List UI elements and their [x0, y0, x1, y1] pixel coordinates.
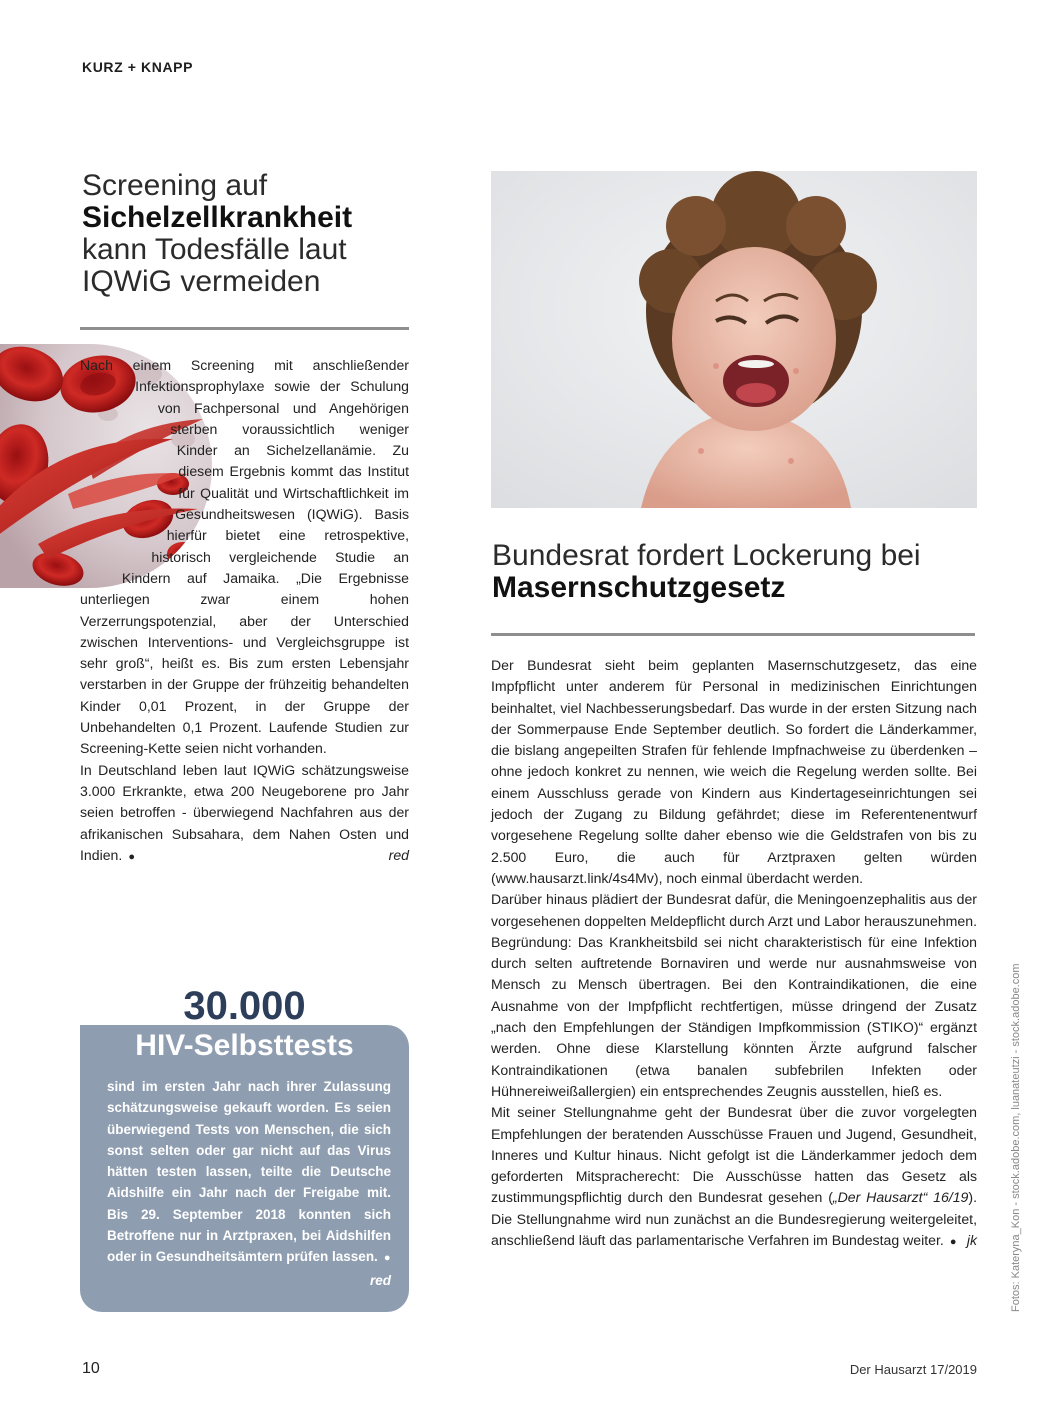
article1-headline-bold: Sichelzellkrankheit: [82, 201, 353, 234]
article2-citation: „Der Hausarzt“ 16/19: [832, 1189, 969, 1206]
article1-body: [80, 355, 409, 868]
article1-paragraph-1: Nach einem Screening mit anschließender Infektionsprophylaxe sowie der Schulung von Fachpersonal und Angehörigen sterben voraussichtlich weniger Kinder an Sichelzellanämie. Zu diesem Ergebnis kommt das Institut für Qualität und Wirtschaftlichkeit im Gesundheitswesen (IQWiG). Basis hierfür bietet eine retrospektive, historisch vergleichende Studie an Kindern auf Jamaika. „Die Ergebnisse unterliegen zwar einem hohen Verzerrungspotenzial, aber der Unterschied zwischen Interventions- und Vergleichsgruppe ist sehr groß“, heißt es. Bis zum ersten Lebensjahr verstarben in der Gruppe der frühzeitig behandelten Kinder 0,01 Prozent, in der Gruppe der Unbehandelten 0,1 Prozent. Laufende Studien zur Screening-Kette seien nicht vorhanden.: [80, 357, 409, 757]
article2-paragraph-1: Der Bundesrat sieht beim geplanten Masernschutzgesetz, das eine Impfpflicht unter anderem für Personal in medizinischen Einrichtungen beinhaltet, viel Nachbesserungsbedarf. Das wurde in der ersten Sitzung nach der Sommerpause Ende September deutlich. So fordert die Länderkammer, die bislang angepeilten Strafen für fehlende Impfnachweise zu überdenken – ohne jedoch konkret zu nennen, wie weich die Regelung werden sollte. Bei einem Ausschluss gerade von Kindern aus Kindertageseinrichtungen sei jedoch der Zugang zu Bildung gefährdet; diese im Referentenentwurf vorgesehene Regelung sollte daher ebenso wie die Geldstrafen von bis zu 2.500 Euro, die auch für Arztpraxen gelten würden (www.hausarzt.link/4s4Mv), noch einmal überdacht werden.: [491, 657, 977, 886]
stat-signature: red: [369, 1272, 391, 1288]
end-mark: ●: [383, 1252, 391, 1265]
section-label: KURZ + KNAPP: [82, 59, 194, 75]
end-mark: ●: [128, 850, 135, 863]
article1-headline: [82, 170, 412, 298]
article1-paragraph-2-text: In Deutschland leben laut IQWiG schätzungsweise 3.000 Erkrankte, etwa 200 Neugeborene pro Jahr seien betroffen - überwiegend Nachfahren aus der afrikanischen Subsahara, dem Nahen Osten und Indien.: [80, 761, 409, 863]
article1-paragraph-2: [80, 760, 409, 868]
page-number: 10: [82, 1360, 100, 1377]
article2-paragraph-2: Darüber hinaus plädiert der Bundesrat dafür, die Meningoenzephalitis aus der vorgesehenen doppelten Meldepflicht durch Arzt und Labor herauszunehmen. Begründung: Das Krankheitsbild sei nicht charakteristisch für eine Infektion durch selten auftretende Bornaviren und werde nur ausnahmsweise von Mensch zu Mensch übertragen. Bei den Kontraindikationen, die eine Ausnahme von der Impfpflicht rechtfertigen, müsse dringend der Zusatz „nach den Empfehlungen der Ständigen Impfkommission (STIKO)“ ergänzt werden. Ohne diese Klarstellung könnten Ärzte aufgrund falscher Kontraindikationen (etwa banalen subfebrilen Infekten oder Hühnereiweißallergien) ein entsprechendes Zeugnis ausstellen, hieß es.: [491, 891, 977, 1099]
article2-paragraph-3: [491, 1102, 977, 1253]
crying-child-photo: [491, 171, 977, 508]
stat-text: [107, 1076, 391, 1291]
article2-headline: [492, 540, 972, 604]
article2-headline-bold: Masernschutzgesetz: [492, 571, 786, 604]
photo-credit: Fotos: Kateryna_Kon - stock.adobe.com, luanateutzi - stock.adobe.com: [1010, 963, 1022, 1312]
journal-issue: Der Hausarzt 17/2019: [849, 1362, 977, 1377]
article2-rule: [491, 633, 975, 636]
end-mark: ●: [949, 1236, 957, 1249]
article1-signature: red: [388, 846, 409, 863]
article2-paragraph-3-b: ). Die Stellungnahme wird nun zunächst an die Bundesregierung weitergeleitet, anschließend läuft das parlamentarische Verfahren im Bundestag weiter.: [491, 1189, 977, 1249]
article2-body: [491, 655, 977, 1253]
article1-headline-pre: Screening auf: [82, 169, 268, 202]
article1-rule: [80, 327, 409, 330]
stat-text-body: sind im ersten Jahr nach ihrer Zulassung schätzungsweise gekauft worden. Es seien überwiegend Tests von Menschen, die sich sonst selten oder gar nicht auf das Virus hätten testen lassen, teilte die Deutsche Aidshilfe ein Jahr nach der Freigabe mit. Bis 29. September 2018 konnten sich Betroffene nur in Arztpraxen, bei Aidshilfen oder in Gesundheitsämtern prüfen lassen.: [107, 1079, 391, 1265]
article2-headline-pre: Bundesrat fordert Lockerung bei: [492, 539, 921, 572]
article2-signature: jk: [966, 1232, 977, 1249]
stat-number: 30.000: [183, 984, 306, 1028]
article1-headline-post: kann Todesfälle laut IQWiG vermeiden: [82, 233, 347, 298]
stat-label: HIV-Selbsttests: [135, 1029, 354, 1062]
article2-paragraph-3-a: Mit seiner Stellungnahme geht der Bundesrat über die zuvor vorgelegten Empfehlungen der beratenden Ausschüsse Frauen und Jugend, Gesundheit, Inneres und Kultur hinaus. Nicht gefolgt ist die Länderkammer jedoch dem geforderten Mitspracherecht: Die Ausschüsse hatten das Gesetz als zustimmungspflichtig durch den Bundesrat gesehen (: [491, 1104, 977, 1206]
